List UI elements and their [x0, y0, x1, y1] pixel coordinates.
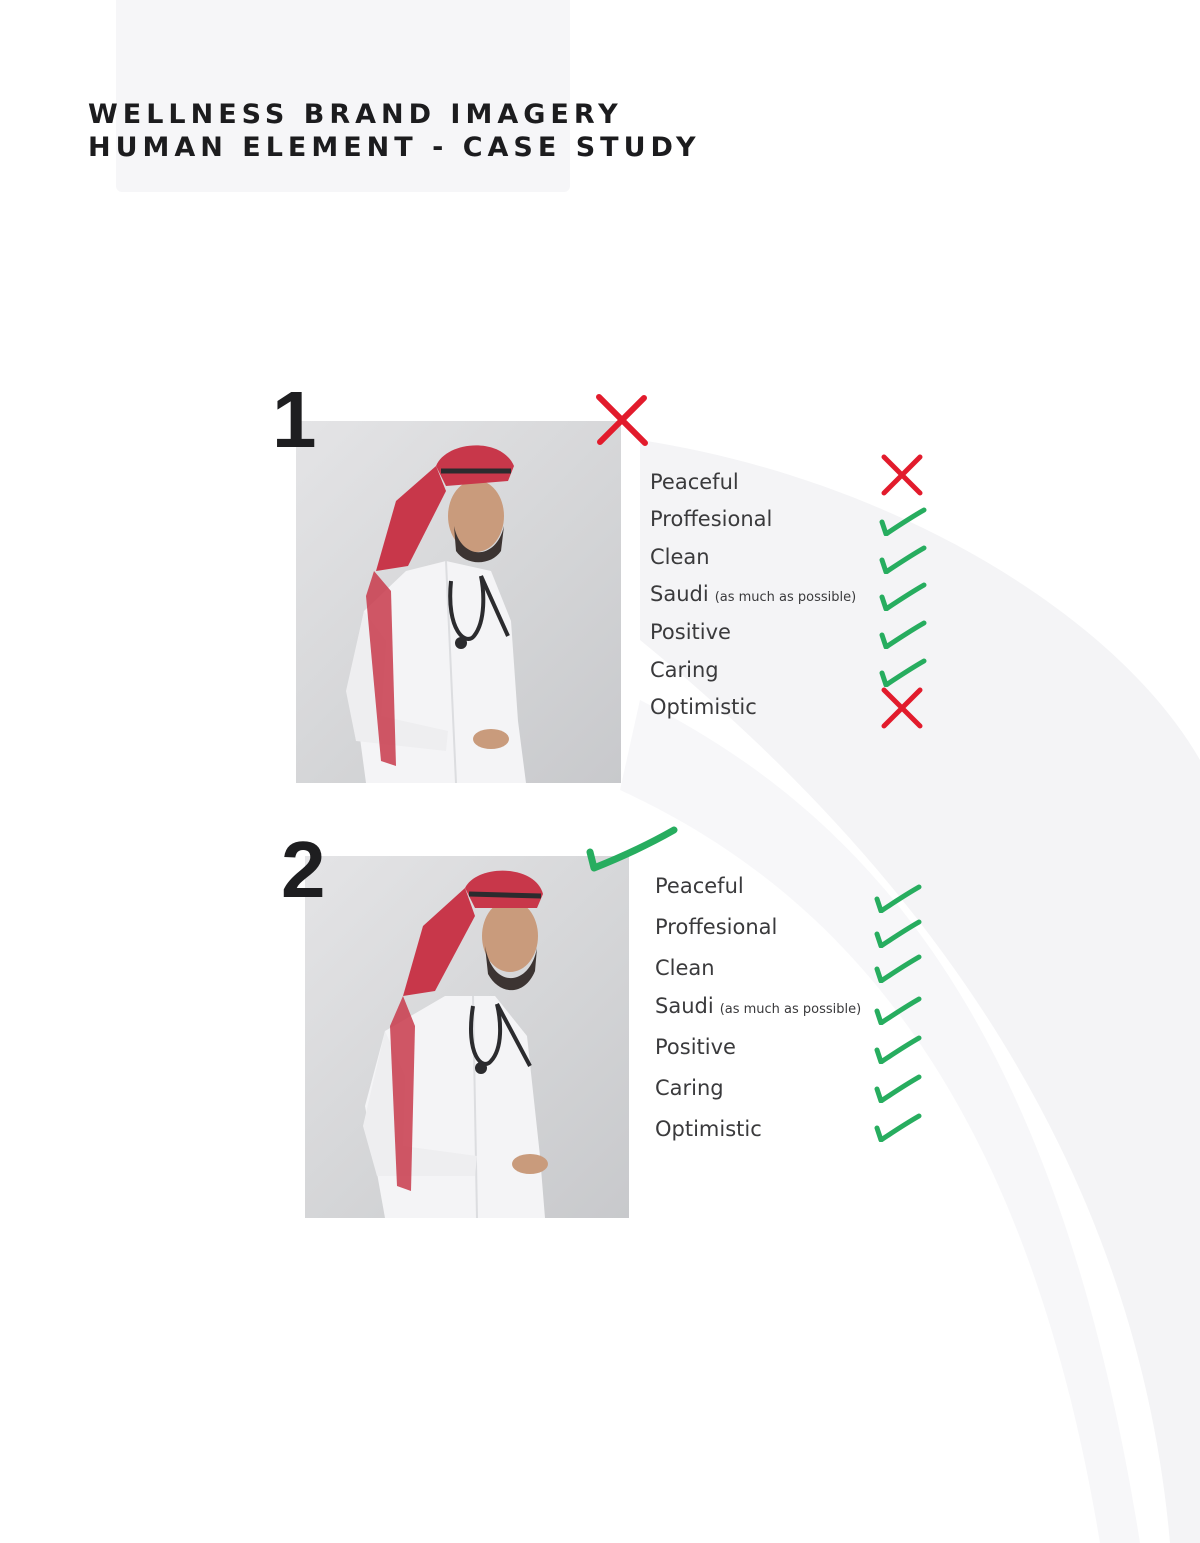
- check-icon: [878, 613, 928, 649]
- doctor-photo-2: [305, 856, 629, 1218]
- criteria-row: [655, 871, 945, 909]
- check-icon: [873, 1106, 923, 1142]
- criteria-label: Saudi (as much as possible): [655, 994, 862, 1018]
- check-icon: [873, 947, 923, 983]
- check-icon: [878, 500, 928, 536]
- check-icon: [878, 575, 928, 611]
- criteria-row: [650, 692, 940, 730]
- check-icon: [878, 538, 928, 574]
- check-icon: [584, 824, 680, 874]
- criteria-label: Optimistic: [650, 695, 757, 719]
- criteria-label: Positive: [655, 1035, 736, 1059]
- cross-icon: [594, 393, 650, 447]
- cross-icon: [880, 453, 924, 497]
- criteria-label: Peaceful: [655, 874, 744, 898]
- criteria-label: Optimistic: [655, 1117, 762, 1141]
- criteria-row: [655, 991, 945, 1029]
- cross-icon: [880, 686, 924, 730]
- check-icon: [878, 651, 928, 687]
- criteria-row: [650, 579, 940, 617]
- page-title: [88, 98, 701, 164]
- criteria-label: Clean: [650, 545, 710, 569]
- criteria-row: [650, 617, 940, 655]
- case-number: 2: [281, 825, 326, 914]
- criteria-row: [650, 504, 940, 542]
- criteria-label: Clean: [655, 956, 715, 980]
- criteria-label: Saudi (as much as possible): [650, 582, 857, 606]
- criteria-row: [655, 953, 945, 991]
- check-icon: [873, 877, 923, 913]
- criteria-label: Positive: [650, 620, 731, 644]
- check-icon: [873, 912, 923, 948]
- criteria-label: Peaceful: [650, 470, 739, 494]
- title-line-1: WELLNESS BRAND IMAGERY: [88, 99, 623, 130]
- criteria-row: [655, 1114, 945, 1152]
- criteria-label: Caring: [655, 1076, 724, 1100]
- criteria-row: [655, 1032, 945, 1070]
- doctor-photo-1: [296, 421, 621, 783]
- criteria-label: Caring: [650, 658, 719, 682]
- check-icon: [873, 1028, 923, 1064]
- title-line-2: HUMAN ELEMENT - CASE STUDY: [88, 132, 701, 163]
- criteria-label: Proffesional: [655, 915, 778, 939]
- criteria-row: [655, 912, 945, 950]
- check-icon: [873, 989, 923, 1025]
- criteria-label: Proffesional: [650, 507, 773, 531]
- case-number: 1: [272, 375, 317, 464]
- check-icon: [873, 1067, 923, 1103]
